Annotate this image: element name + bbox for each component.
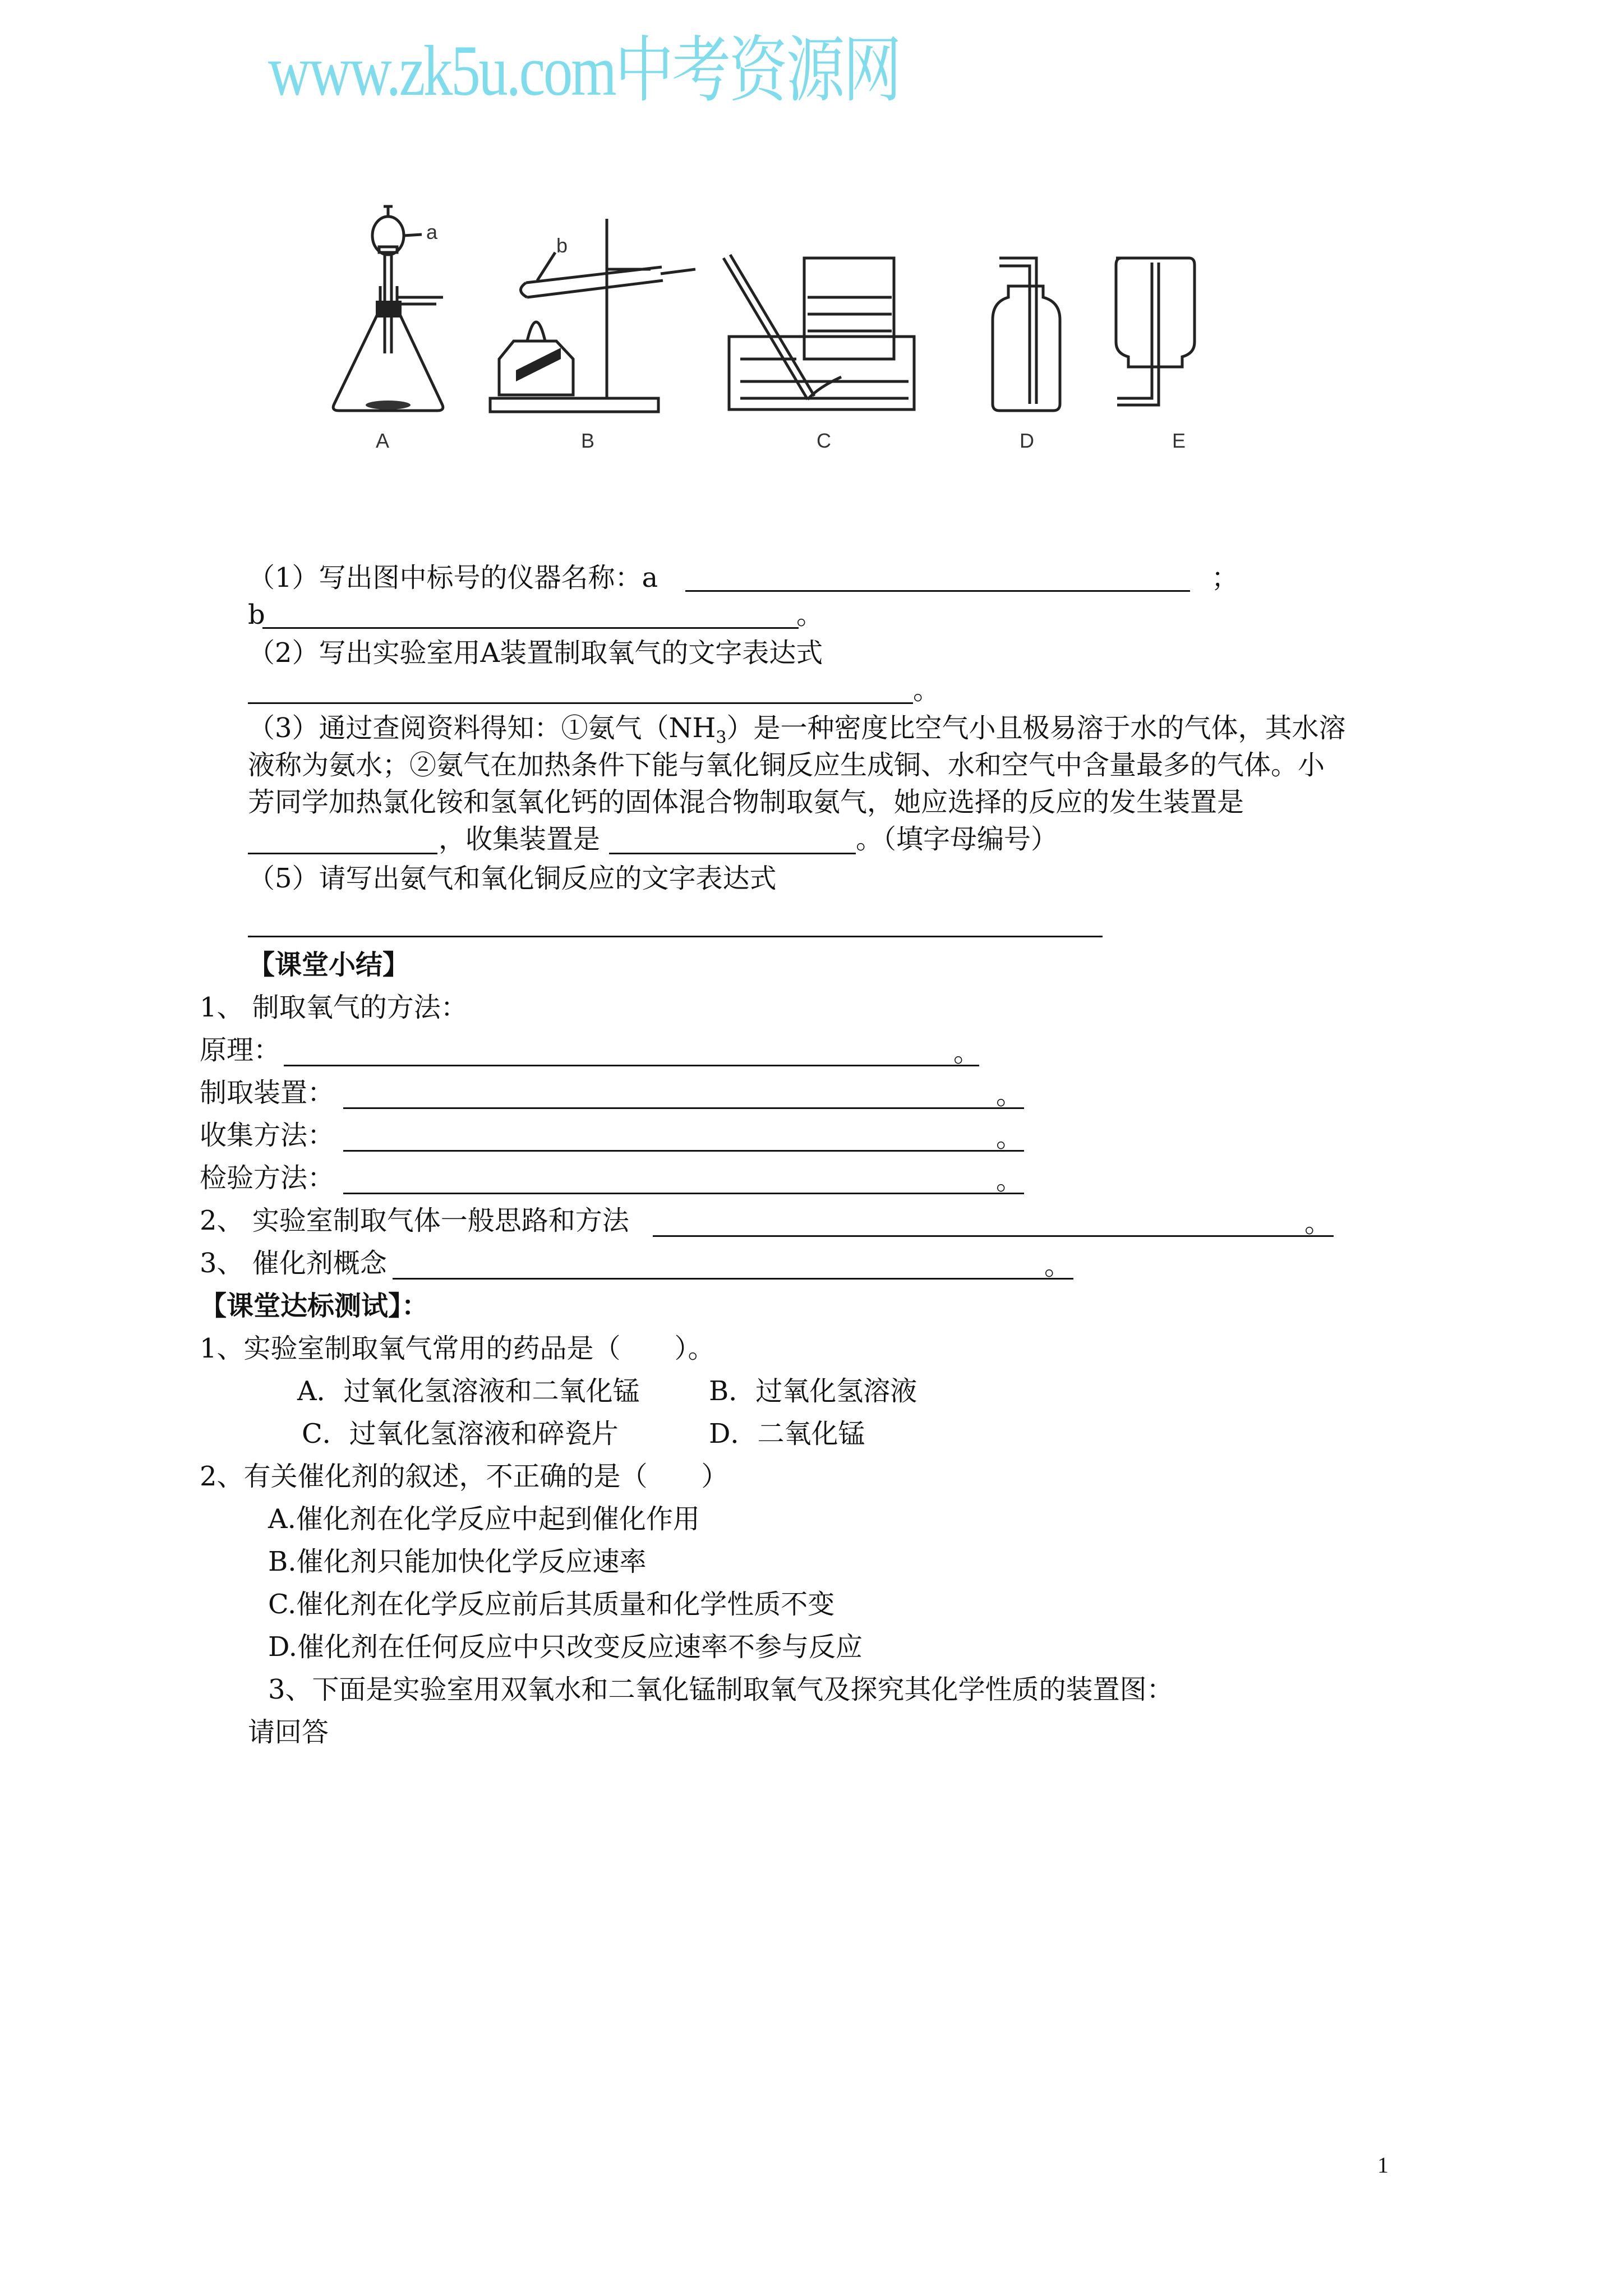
item3-answer-line[interactable] xyxy=(393,1278,1073,1280)
test-q2: 2、有关催化剂的叙述，不正确的是（ ） xyxy=(200,1461,728,1492)
summary-item2: 2、 实验室制取气体一般思路和方法 xyxy=(200,1205,629,1236)
apparatus-b-heating xyxy=(490,219,695,412)
summary-apparatus: 制取装置： xyxy=(200,1077,335,1108)
test-q1: 1、实验室制取氧气常用的药品是（ ）。 xyxy=(200,1333,715,1364)
q3-line1-a: （3）通过查阅资料得知：①氨气（NH xyxy=(248,712,716,744)
summary-item1: 1、 制取氧气的方法： xyxy=(200,992,468,1023)
item3-period: 。 xyxy=(1044,1250,1072,1281)
test-q2-option-a[interactable]: A.催化剂在化学反应中起到催化作用 xyxy=(268,1503,700,1535)
collect-answer-line[interactable] xyxy=(343,1150,1024,1152)
item2-period: 。 xyxy=(1304,1207,1332,1239)
callout-a: a xyxy=(426,220,438,243)
label-e: E xyxy=(1172,429,1186,452)
test-q2-option-c[interactable]: C.催化剂在化学反应前后其质量和化学性质不变 xyxy=(268,1589,835,1620)
collect-period: 。 xyxy=(996,1122,1023,1153)
summary-principle: 原理： xyxy=(200,1034,281,1066)
q5-answer-line[interactable] xyxy=(248,936,1103,937)
page-number: 1 xyxy=(1377,2152,1389,2178)
test-q2-option-d[interactable]: D.催化剂在任何反应中只改变反应速率不参与反应 xyxy=(268,1631,863,1663)
label-a: A xyxy=(376,429,390,452)
q1-end: 。 xyxy=(796,599,824,631)
q2-text: （2）写出实验室用A装置制取氧气的文字表达式 xyxy=(248,637,823,669)
callout-b: b xyxy=(556,234,568,257)
q2-end: 。 xyxy=(913,674,940,706)
label-d: D xyxy=(1020,429,1034,452)
q1-b-answer-line[interactable] xyxy=(262,627,799,629)
q5-text: （5）请写出氨气和氧化铜反应的文字表达式 xyxy=(248,863,777,894)
test-q3: 3、下面是实验室用双氧水和二氧化锰制取氧气及探究其化学性质的装置图： xyxy=(268,1674,1174,1705)
q3-collector-answer-line[interactable] xyxy=(609,853,856,854)
label-c: C xyxy=(817,429,831,452)
test-q2-option-b[interactable]: B.催化剂只能加快化学反应速率 xyxy=(268,1546,647,1577)
test-q1-option-a[interactable]: A．过氧化氢溶液和二氧化锰 xyxy=(297,1375,640,1407)
test-answer-line[interactable] xyxy=(343,1193,1024,1194)
q3-line2: 液称为氨水；②氨气在加热条件下能与氧化铜反应生成铜、水和空气中含量最多的气体。小 xyxy=(248,749,1325,781)
apparatus-period: 。 xyxy=(996,1079,1023,1111)
summary-heading: 【课堂小结】 xyxy=(248,949,410,981)
test-q3-answer-prompt: 请回答 xyxy=(248,1717,329,1748)
apparatus-e-bottle xyxy=(1116,258,1195,405)
apparatus-figure xyxy=(314,191,1267,460)
test-q1-option-b[interactable]: B．过氧化氢溶液 xyxy=(709,1375,917,1407)
q3-line3: 芳同学加热氯化铵和氢氧化钙的固体混合物制取氨气，她应选择的反应的发生装置是 xyxy=(248,786,1244,818)
principle-answer-line[interactable] xyxy=(284,1065,979,1066)
q1-b-text: b xyxy=(248,599,265,631)
q3-subscript: 3 xyxy=(716,728,727,748)
watermark: www.zk5u.com中考资源网 xyxy=(268,31,900,111)
summary-test: 检验方法： xyxy=(200,1162,335,1194)
q3-line1-b: ）是一种密度比空气小且极易溶于水的气体，其水溶 xyxy=(726,712,1346,744)
test-heading: 【课堂达标测试】： xyxy=(200,1290,429,1322)
summary-collect: 收集方法： xyxy=(200,1120,335,1151)
q2-answer-line[interactable] xyxy=(248,702,913,704)
q1-a-text: （1）写出图中标号的仪器名称：a xyxy=(248,562,658,593)
item2-answer-line[interactable] xyxy=(653,1235,1334,1237)
label-b: B xyxy=(581,429,595,452)
test-period: 。 xyxy=(996,1165,1023,1196)
apparatus-answer-line[interactable] xyxy=(343,1107,1024,1109)
q1-a-answer-line[interactable] xyxy=(685,590,1190,592)
test-q1-option-c[interactable]: C．过氧化氢溶液和碎瓷片 xyxy=(302,1418,619,1450)
apparatus-c-trough xyxy=(723,255,914,409)
apparatus-d-bottle xyxy=(993,258,1060,411)
test-q1-option-d[interactable]: D．二氧化锰 xyxy=(709,1418,865,1450)
principle-period: 。 xyxy=(953,1037,981,1068)
q1-semicolon: ； xyxy=(1211,562,1239,593)
q3-generator-answer-line[interactable] xyxy=(248,853,437,854)
q3-line4-mid: ，收集装置是 xyxy=(439,823,601,855)
q3-line4-end: 。（填字母编号） xyxy=(856,823,1058,855)
summary-item3: 3、 催化剂概念 xyxy=(200,1248,387,1279)
